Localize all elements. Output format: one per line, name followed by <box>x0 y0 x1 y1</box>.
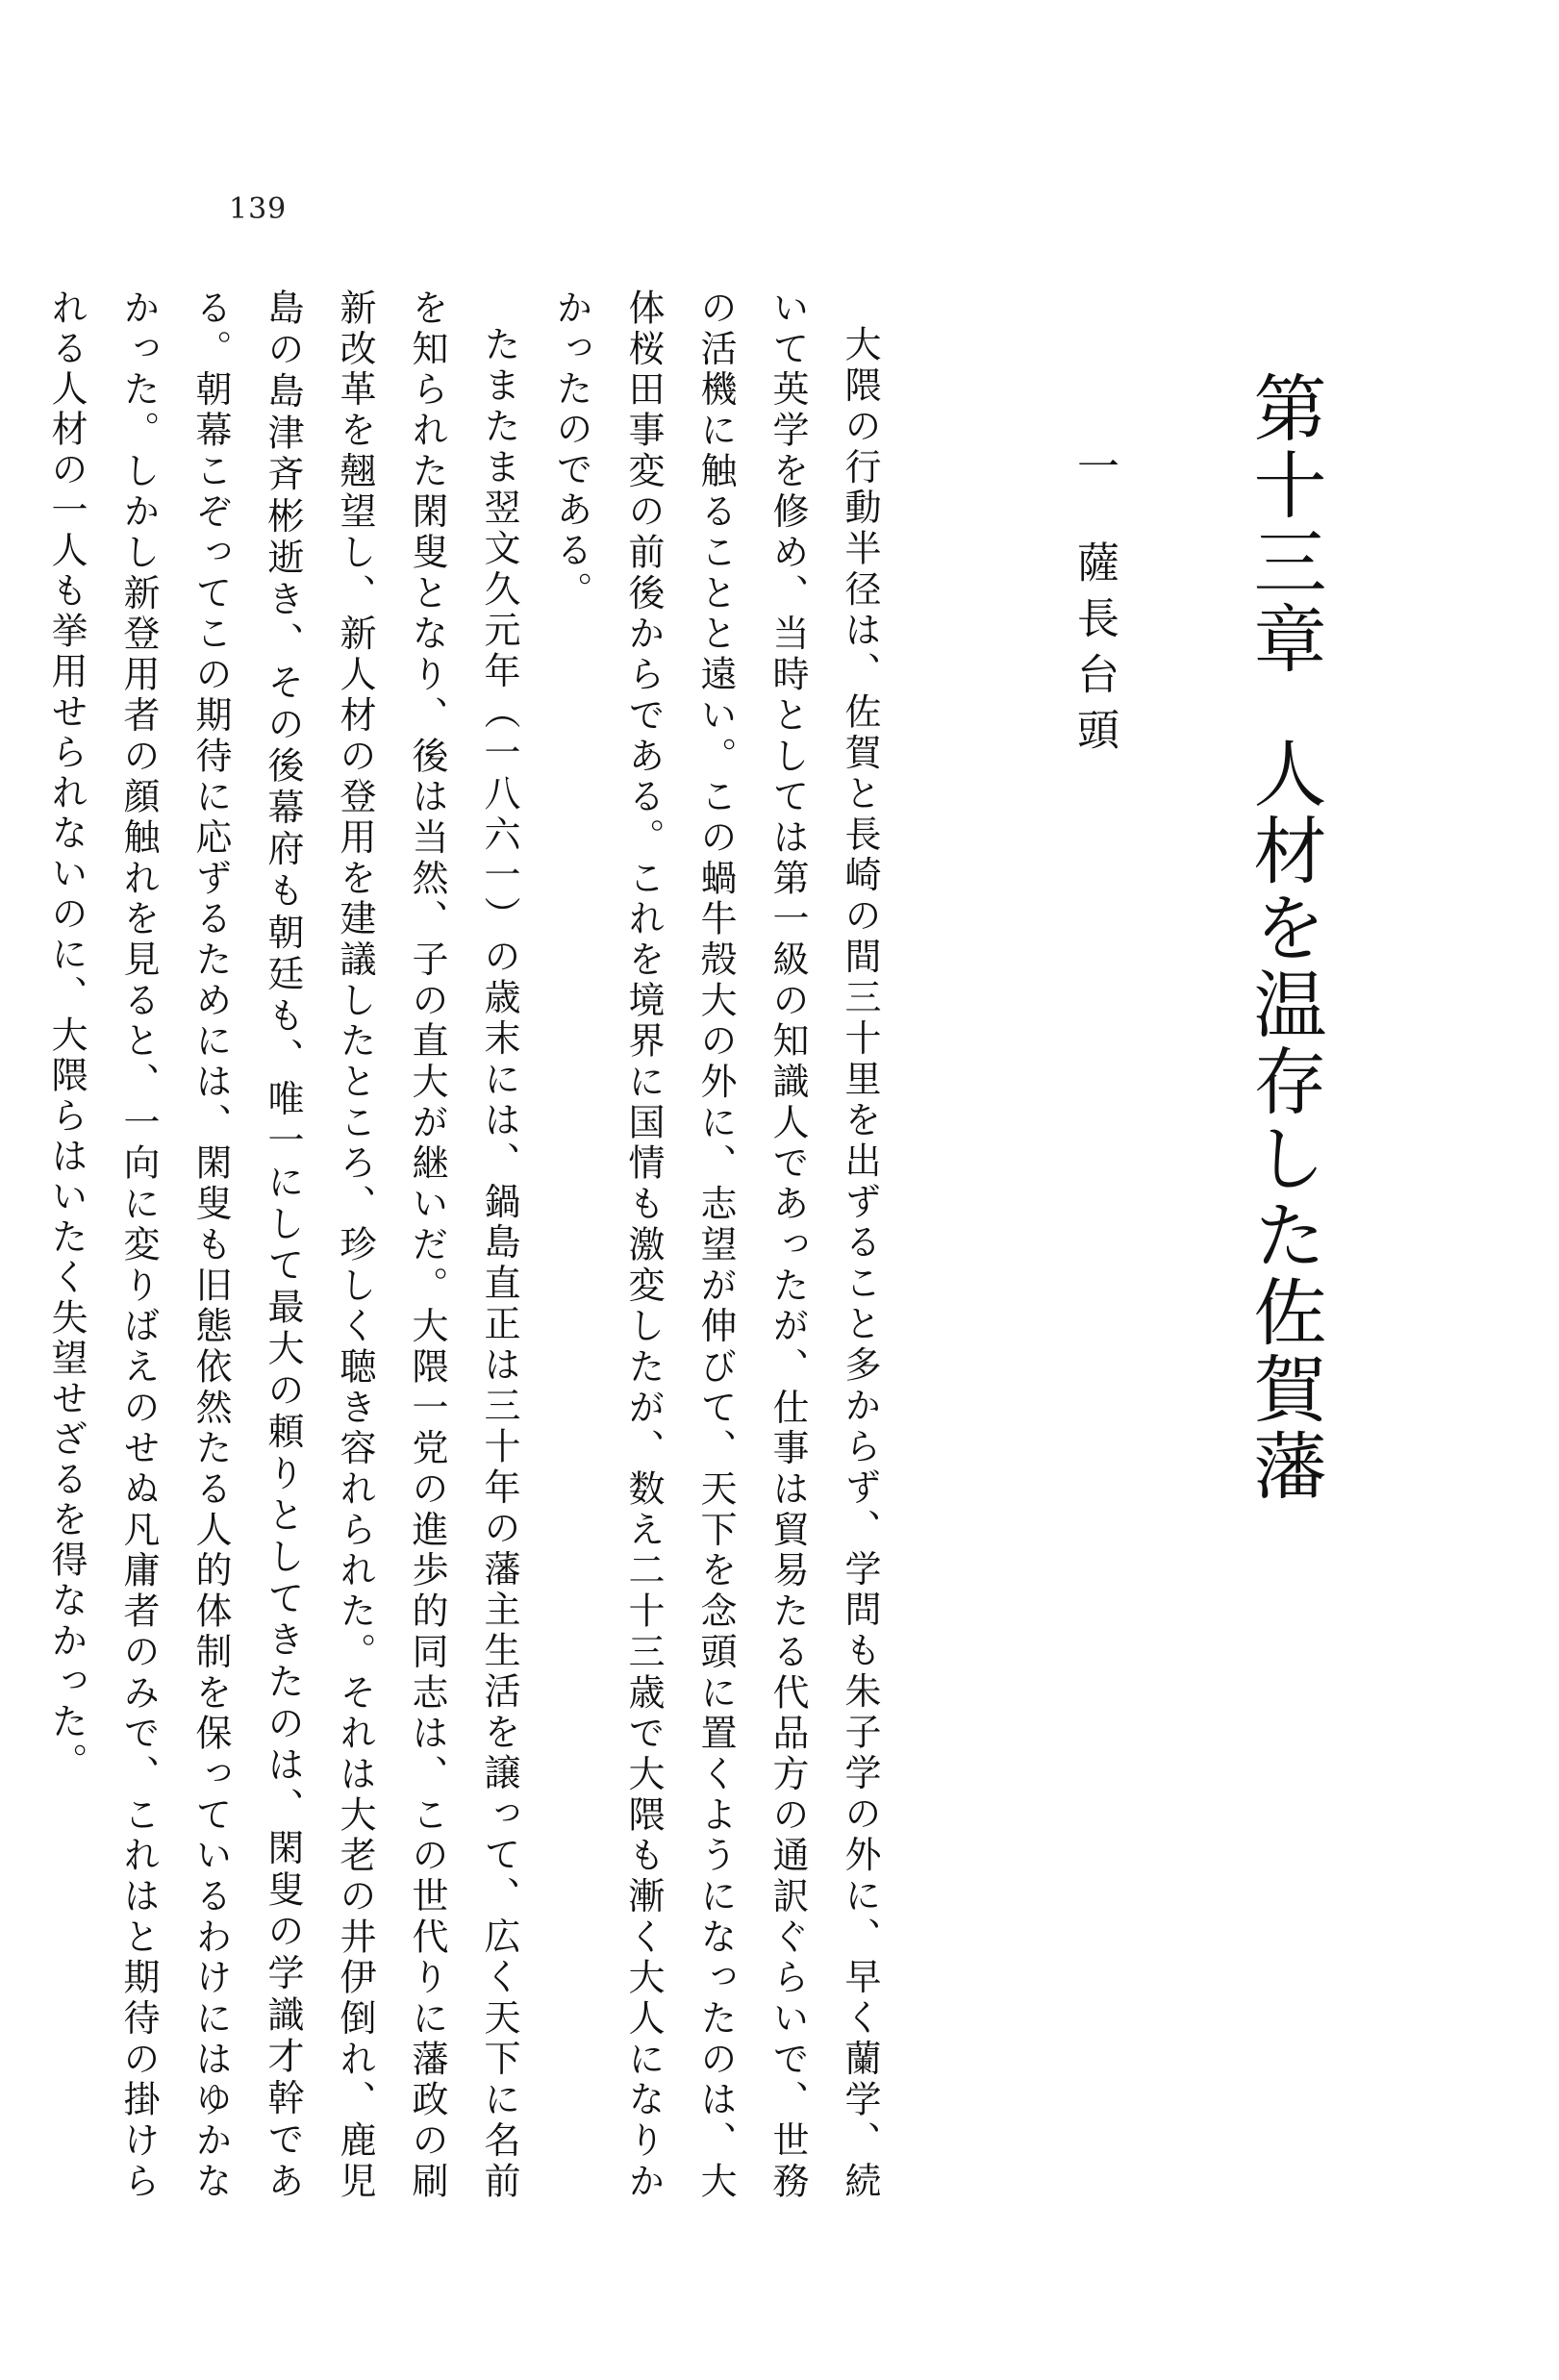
section-heading <box>1069 444 1119 764</box>
section-title-char: 薩 <box>1069 540 1119 583</box>
section-title-char: 頭 <box>1069 708 1119 750</box>
chapter-title <box>1242 370 1327 1505</box>
chapter-number: 第十三章 <box>1242 370 1327 678</box>
section-title-char: 長 <box>1069 596 1119 639</box>
section-number: 一 <box>1069 444 1119 487</box>
paragraph: たまたま翌文久元年（一八六一）の歳末には、鍋島直正は三十年の藩主生活を譲って、広く天下に名前を知られた閑叟となり、後は当然、子の直大が継いだ。大隈一党の進歩的同志は、この世代りに藩政の刷新改革を翹望し、新人材の登用を建議したところ、珍しく聴き容れられた。それは大老の井伊倒れ、鹿児島の島津斉彬逝き、その後幕府も朝廷も、唯一にして最大の頼りとしてきたのは、閑叟の学識才幹である。朝幕こぞってこの期待に応ずるためには、閑叟も旧態依然たる人的体制を保っているわけにはゆかなかった。しかし新登用者の顔触れを見ると、一向に変りばえのせぬ凡庸者のみで、これはと期待の掛けられる人材の一人も挙用せられないのに、大隈らはいたく失望せざるを得なかった。 <box>45 288 520 2203</box>
chapter-name: 人材を温存した佐賀藩 <box>1242 736 1327 1505</box>
section-title-char: 台 <box>1069 652 1119 694</box>
body-text <box>45 288 895 2203</box>
paragraph: 大隈の行動半径は、佐賀と長崎の間三十里を出ずること多からず、学問も朱子学の外に、早く蘭学、続いて英学を修め、当時としては第一級の知識人であったが、仕事は貿易たる代品方の通訳ぐらいで、世務の活機に触ることと遠い。この蝸牛殻大の外に、志望が伸びて、天下を念頭に置くようになったのは、大体桜田事変の前後からである。これを境界に国情も激変したが、数え二十三歳で大隈も漸く大人になりかかったのである。 <box>550 288 881 2203</box>
page-number: 139 <box>229 192 288 226</box>
